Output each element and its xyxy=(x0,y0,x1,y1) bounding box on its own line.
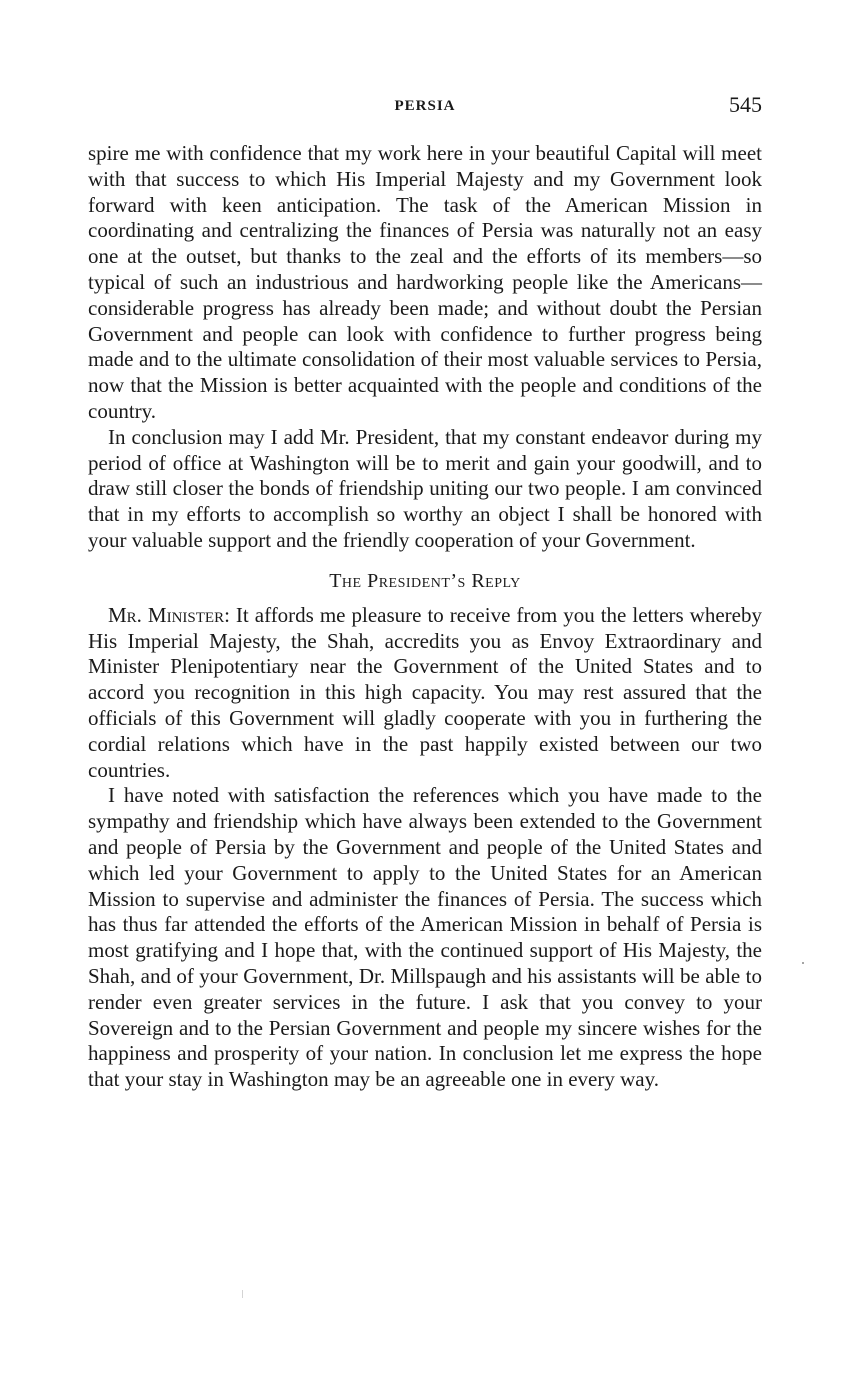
section-heading: The President’s Reply xyxy=(329,569,521,592)
reply-salutation: Mr. Minister xyxy=(108,602,225,627)
scan-artifact-mark xyxy=(242,1290,243,1298)
paragraph-continuation: spire me with confidence that my work here in your beautiful Capital will meet with that success to which His Imperial Majesty and my Government look forward with keen anticipation. The task of the American Mission in coordinating and centralizing the finances of Persia was naturally not an easy one at the outset, but thanks to the zeal and the efforts of its members—so typical of such an industrious and hardworking people like the Americans—considerable progress has already been made; and without doubt the Persian Government and people can look with confidence to further progress being made and to the ultimate consolidation of their most valuable services to Persia, now that the Mission is better acquainted with the people and conditions of the country. xyxy=(88,141,762,423)
running-title: PERSIA xyxy=(394,98,456,114)
page-number: 545 xyxy=(729,92,762,117)
stray-ink-dot xyxy=(802,962,804,964)
reply-opening-text: : It affords me pleasure to receive from you the letters whereby His Imperial Majesty, the Shah, accredits you as Envoy Extraordinary and Minister Plenipotentiary near the Government of the United States and to accord you recognition in this high capacity. You may rest assured that the officials of this Government will gladly cooperate with you in furthering the cordial relations which have in the past happily existed between our two countries. xyxy=(88,602,762,782)
reply-paragraph-closing: I have noted with satisfaction the references which you have made to the sympathy and friendship which have always been extended to the Government and people of Persia by the Government and people of the United States and which led your Government to apply to the United States for an American Mission to supervise and administer the finances of Persia. The success which has thus far attended the efforts of the American Mission in behalf of Persia is most gratifying and I hope that, with the continued support of His Majesty, the Shah, and of your Government, Dr. Millspaugh and his assistants will be able to render even greater services in the future. I ask that you convey to your Sovereign and to the Persian Government and people my sincere wishes for the happiness and prosperity of your nation. In conclusion let me express the hope that your stay in Washington may be an agreeable one in every way. xyxy=(88,783,762,1092)
page-body xyxy=(88,92,762,1093)
running-header xyxy=(88,92,762,124)
reply-paragraph-opening xyxy=(88,603,762,784)
paragraph-conclusion: In conclusion may I add Mr. President, that my constant endeavor during my period of office at Washington will be to merit and gain your goodwill, and to draw still closer the bonds of friendship uniting our two people. I am convinced that in my efforts to accomplish so worthy an object I shall be honored with your valuable support and the friendly cooperation of your Government. xyxy=(88,424,762,552)
